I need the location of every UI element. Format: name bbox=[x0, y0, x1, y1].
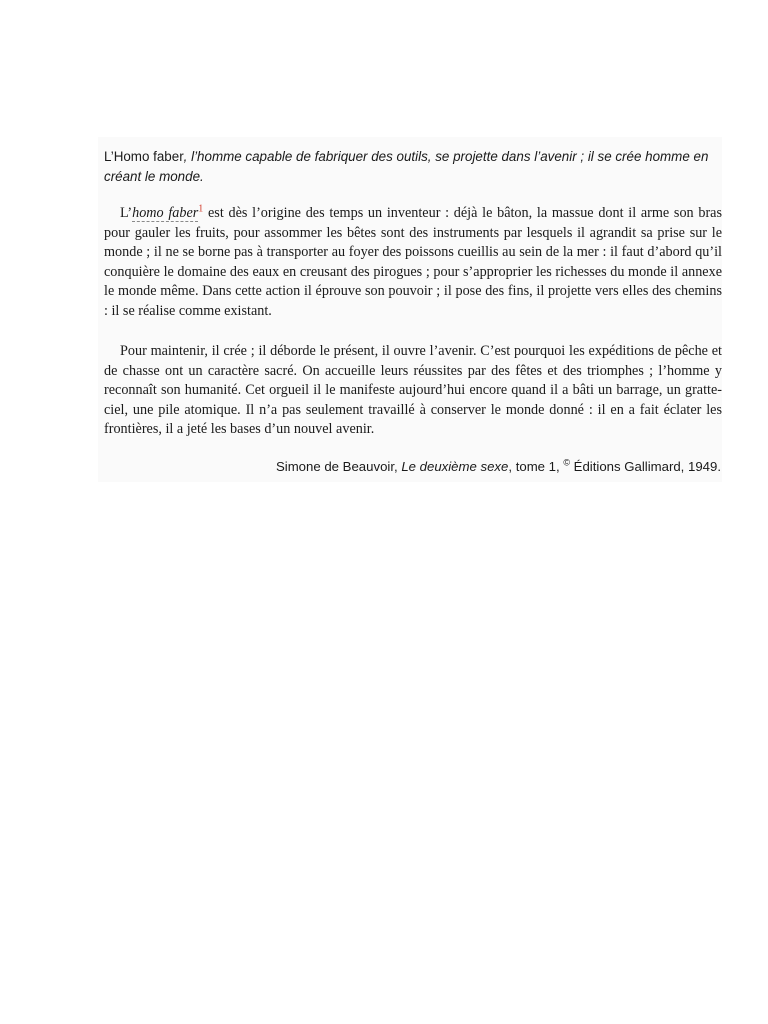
source-volume: , tome 1, bbox=[508, 459, 564, 474]
source-citation bbox=[276, 458, 721, 476]
paragraph-2 bbox=[104, 342, 722, 440]
paragraph-1-lead: L’ bbox=[120, 205, 133, 221]
source-author: Simone de Beauvoir, bbox=[275, 459, 402, 474]
paragraph-2-text: Pour maintenir, il crée ; il déborde le présent, il ouvre l’avenir. C’est pourquoi les expéditions de pêche et de chasse ont un caractère sacré. On accueille leurs réussites par des fêtes et des triomphes ; l’homme y reconnaît son humanité. Cet orgueil il le manifeste aujourd’hui encore quand il a bâti un barrage, un gratte-ciel, une pile atomique. Il n’a pas seulement travaillé à conserver le monde donné : il en a fait éclater les frontières, il a jeté les bases d’un nouvel avenir. bbox=[104, 343, 722, 437]
paragraph-1 bbox=[104, 204, 722, 321]
intro-part-3: , l’homme capable de fabriquer des outils, se projette dans l’avenir ; il se crée homme en créant le monde. bbox=[104, 149, 709, 184]
intro-part-1: L’ bbox=[104, 149, 114, 164]
source-publisher: Éditions Gallimard, 1949. bbox=[570, 459, 721, 474]
copyright-symbol: © bbox=[563, 457, 570, 468]
homo-faber-term[interactable]: homo faber bbox=[132, 205, 199, 221]
footnote-marker[interactable]: 1 bbox=[198, 203, 204, 215]
intro-part-2: Homo faber bbox=[113, 149, 184, 164]
paragraph-1-text: est dès l’origine des temps un inventeur : déjà le bâton, la massue dont il arme son bras pour gauler les fruits, pour assommer les bêtes sont des instruments par lesquels il agrandit sa prise sur le monde ; il ne se borne pas à transporter au foyer des poissons cueillis au sein de la mer : il faut d’abord qu’il conquière le domaine des eaux en creusant des pirogues ; pour s’approprier les richesses du monde il annexe le monde même. Dans cette action il éprouve son pouvoir ; il pose des fins, il projette vers elles des chemins : il se réalise comme existant. bbox=[104, 205, 722, 319]
intro-sentence bbox=[104, 147, 716, 187]
source-title: Le deuxième sexe bbox=[401, 459, 509, 474]
